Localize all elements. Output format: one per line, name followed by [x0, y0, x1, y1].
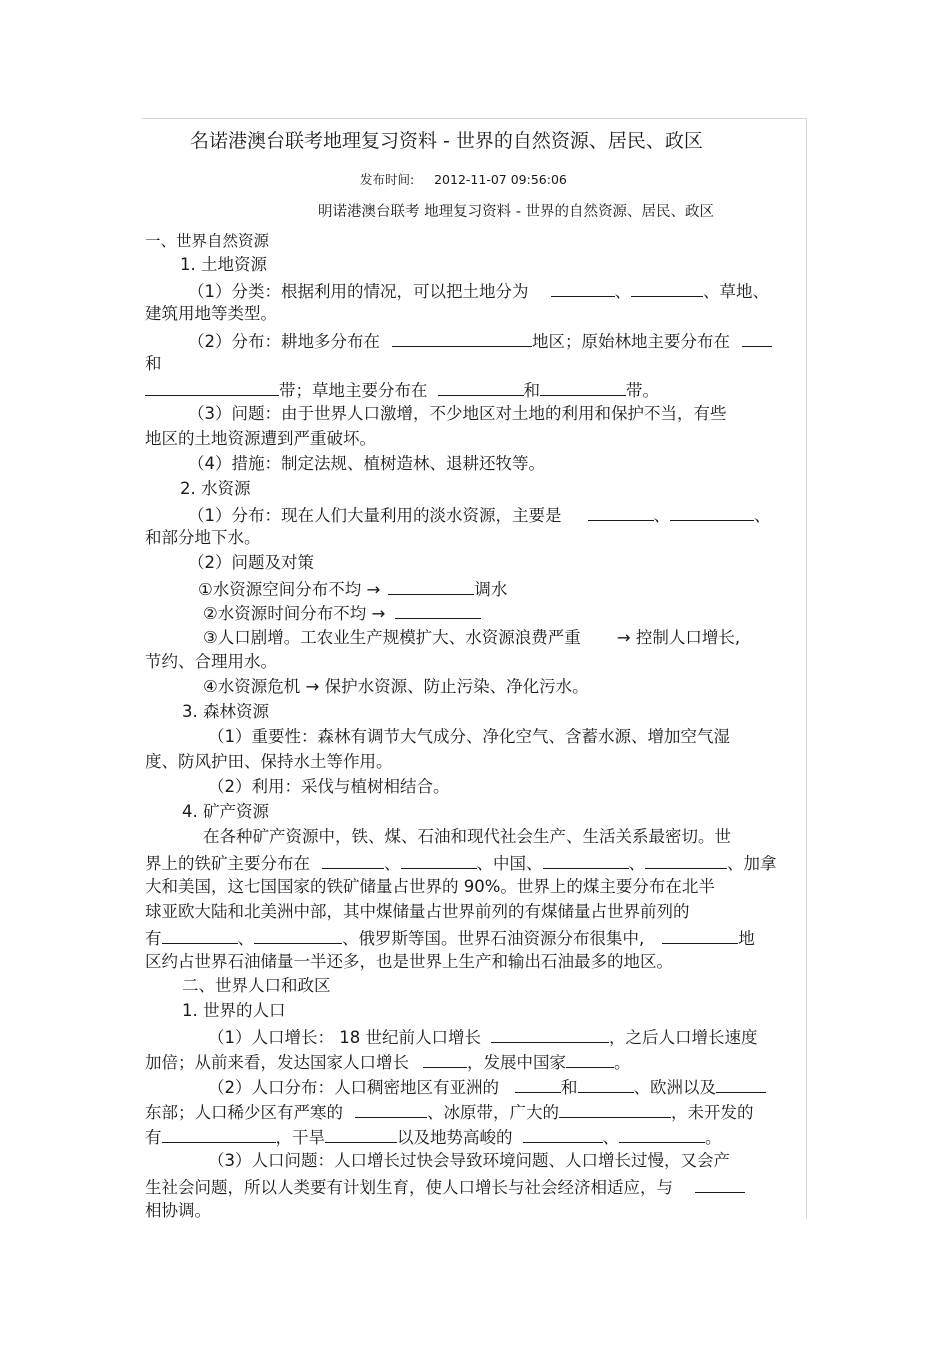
text-line: ②水资源时间分布不均 → [203, 602, 481, 624]
text-line: （2）分布：耕地多分布在 地区；原始林地主要分布在 [188, 330, 772, 352]
blank [551, 280, 615, 297]
blank [540, 379, 626, 396]
publish-time: 2012-11-07 09:56:06 [434, 172, 567, 187]
text-line: （1）分类：根据利用的情况，可以把土地分为 、 、草地、 [188, 282, 769, 301]
blank [491, 1026, 609, 1043]
text-line: ①水资源空间分布不均 → 调水 [198, 580, 508, 599]
text-line: 地区的土地资源遭到严重破坏。 [145, 429, 376, 448]
blank [438, 379, 524, 396]
page-title: 名诺港澳台联考地理复习资料 - 世界的自然资源、居民、政区 [190, 130, 703, 152]
text-line: 节约、合理用水。 [145, 652, 277, 671]
text-line: 有 ，干旱 以及地势高峻的 、 。 [145, 1128, 722, 1147]
blank [619, 1126, 705, 1143]
blank [695, 1176, 745, 1193]
blank [662, 927, 738, 944]
publish-label: 发布时间: [360, 172, 415, 187]
text-line: ③人口剧增。工农业生产规模扩大、水资源浪费严重 → 控制人口增长, [203, 628, 741, 647]
blank [395, 602, 481, 619]
subsection-heading: 4. 矿产资源 [182, 802, 269, 821]
text-line: 和部分地下水。 [145, 528, 261, 547]
section-heading: 一、世界自然资源 [145, 232, 270, 250]
text-line: 生社会问题，所以人类要有计划生育，使人口增长与社会经济相适应，与 [145, 1176, 745, 1198]
blank [162, 927, 238, 944]
text-line: 相协调。 [145, 1201, 211, 1220]
text-line: 界上的铁矿主要分布在 、 、中国、 、 、加拿 [145, 854, 777, 873]
text-line: 区约占世界石油储量一半还多，也是世界上生产和输出石油最多的地区。 [145, 952, 673, 971]
blank [742, 330, 772, 347]
text-line: （3）人口问题：人口增长过快会导致环境问题、人口增长过慢，又会产 [208, 1151, 730, 1170]
text-line: ④水资源危机 → 保护水资源、防止污染、净化污水。 [203, 677, 589, 696]
subsection-heading: 2. 水资源 [180, 479, 251, 498]
blank [578, 1076, 634, 1093]
text-line: （1）分布：现在人们大量利用的淡水资源，主要是 、 、 [188, 506, 771, 525]
blank [645, 852, 727, 869]
subsection-heading: 3. 森林资源 [182, 702, 269, 721]
blank [254, 927, 342, 944]
blank [423, 1051, 467, 1068]
text-line: 球亚欧大陆和北美洲中部，其中煤储量占世界前列的有煤储量占世界前列的 [145, 902, 690, 921]
text-line: 在各种矿产资源中，铁、煤、石油和现代社会生产、生活关系最密切。世 [203, 827, 731, 846]
subtitle: 明诺港澳台联考 地理复习资料 - 世界的自然资源、居民、政区 [318, 204, 715, 220]
text-line: （1）人口增长： 18 世纪前人口增长 ，之后人口增长速度 [208, 1028, 758, 1047]
blank [566, 1051, 614, 1068]
blank [523, 1126, 603, 1143]
blank [355, 1101, 427, 1118]
text-line: （2）人口分布：人口稠密地区有亚洲的 和 、欧洲以及 [208, 1076, 766, 1098]
publish-info [360, 170, 567, 190]
text-line: （1）重要性：森林有调节大气成分、净化空气、含蓄水源、增加空气湿 [208, 727, 730, 746]
section-heading: 二、世界人口和政区 [182, 976, 331, 995]
blank [322, 852, 384, 869]
text-line: 带；草地主要分布在 和 带。 [145, 379, 659, 401]
blank [325, 1126, 397, 1143]
blank [588, 504, 654, 521]
blank [388, 578, 474, 595]
blank [716, 1076, 766, 1093]
text-line: 加倍；从前来看，发达国家人口增长 ，发展中国家 。 [145, 1053, 631, 1072]
text-line: （3）问题：由于世界人口激增，不少地区对土地的利用和保护不当，有些 [188, 404, 727, 423]
blank [162, 1126, 276, 1143]
text-line: （2）利用：采伐与植树相结合。 [208, 777, 450, 796]
blank [515, 1076, 561, 1093]
text-line: 东部；人口稀少区有严寒的 、冰原带，广大的 ，未开发的 [145, 1103, 754, 1122]
blank [543, 852, 629, 869]
text-line: 度、防风护田、保持水土等作用。 [145, 752, 393, 771]
blank [631, 280, 703, 297]
text-line: 和 [145, 354, 162, 373]
blank [401, 852, 477, 869]
subsection-heading: 1. 土地资源 [180, 255, 267, 274]
text-line: 大和美国，这七国国家的铁矿储量占世界的 90%。世界上的煤主要分布在北半 [145, 877, 715, 896]
text-line: 有 、 、俄罗斯等国。世界石油资源分布很集中, 地 [145, 929, 755, 948]
text-line: （2）问题及对策 [188, 553, 314, 572]
blank [670, 504, 754, 521]
blank [145, 379, 279, 396]
text-line: （4）措施：制定法规、植树造林、退耕还牧等。 [188, 454, 545, 473]
subsection-heading: 1. 世界的人口 [182, 1001, 286, 1020]
text-line: 建筑用地等类型。 [145, 304, 277, 323]
blank [559, 1101, 671, 1118]
blank [392, 330, 532, 347]
